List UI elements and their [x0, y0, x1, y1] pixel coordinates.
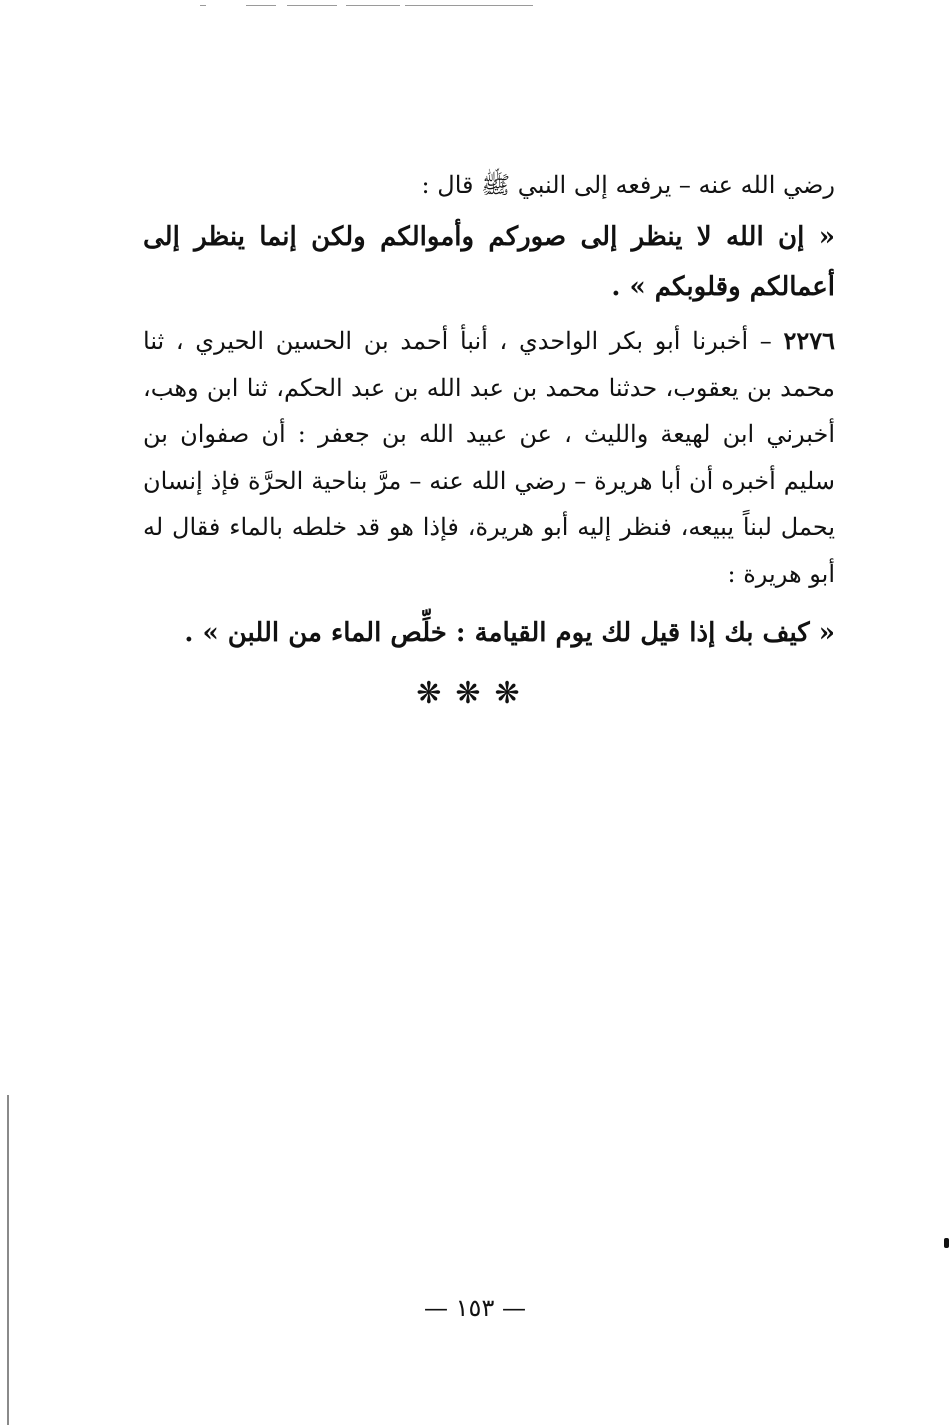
narration-paragraph	[143, 318, 835, 597]
top-rule-3	[287, 5, 337, 6]
star-separator-icon: ❋❋❋	[416, 676, 534, 711]
top-rule-2	[246, 5, 276, 6]
narration-text: – أخبرنا أبو بكر الواحدي ، أنبأ أحمد بن الحسين الحيري ، ثنا محمد بن يعقوب، حدثنا محمد بن عبد الله بن عبد الحكم، ثنا ابن وهب، أخبرني ابن لهيعة والليث ، عن عبيد الله بن جعفر : أن صفوان بن سليم أخبره أن أبا هريرة – رضي الله عنه – مرَّ بناحية الحرَّة فإذ إنسان يحمل لبناً يبيعه، فنظر إليه أبو هريرة، فإذا هو قد خلطه بالماء فقال له أبو هريرة :	[143, 327, 836, 588]
top-rule-4	[346, 5, 400, 6]
top-rule-5	[405, 5, 533, 6]
hadith-quote-2: « كيف بك إذا قيل لك يوم القيامة : خلِّص الماء من اللبن » .	[184, 618, 835, 648]
hadith-number: ٢٢٧٦	[783, 326, 836, 355]
page-number: — ١٥٣ —	[424, 1294, 526, 1322]
edge-mark	[944, 1238, 949, 1248]
hadith-quote-1: « إن الله لا ينظر إلى صوركم وأموالكم ولكن إنما ينظر إلى أعمالكم وقلوبكم » .	[143, 222, 835, 302]
opening-line: رضي الله عنه – يرفعه إلى النبي ﷺ قال :	[421, 171, 835, 199]
left-margin-rule	[7, 1095, 9, 1425]
top-rule-1	[200, 5, 206, 6]
